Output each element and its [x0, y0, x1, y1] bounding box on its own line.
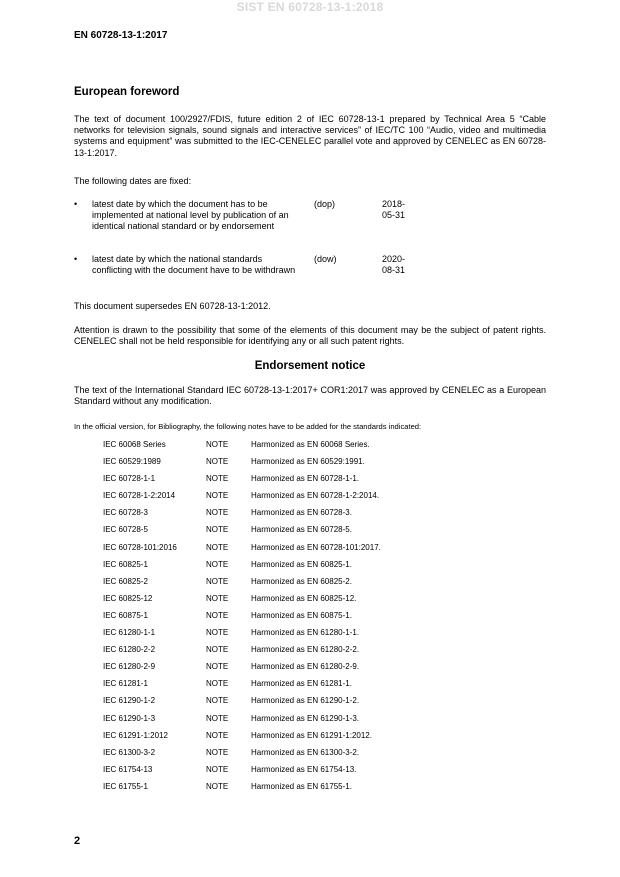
note-label: NOTE — [206, 713, 229, 723]
date-item-code: (dow) — [314, 254, 337, 264]
note-harmonized: Harmonized as EN 61280-1-1. — [251, 628, 360, 638]
date-item-date: 2020-08-31 — [382, 254, 406, 276]
note-harmonized: Harmonized as EN 61754-13. — [251, 764, 357, 774]
note-label: NOTE — [206, 781, 229, 791]
note-harmonized: Harmonized as EN 61281-1. — [251, 679, 352, 689]
note-harmonized: Harmonized as EN 60728-1-1. — [251, 474, 360, 484]
note-standard: IEC 60825-2 — [103, 576, 148, 586]
note-label: NOTE — [206, 730, 229, 740]
note-standard: IEC 61280-1-1 — [103, 628, 156, 638]
date-item-text: latest date by which the national standards conflicting with the document have to be withdrawn — [92, 254, 296, 276]
note-harmonized: Harmonized as EN 60875-1. — [251, 610, 352, 620]
note-harmonized: Harmonized as EN 61280-2-2. — [251, 645, 360, 655]
note-standard: IEC 61754-13 — [103, 764, 153, 774]
dates-intro: The following dates are fixed: — [74, 176, 192, 186]
note-standard: IEC 60728-3 — [103, 508, 148, 518]
note-harmonized: Harmonized as EN 61755-1. — [251, 781, 352, 791]
note-label: NOTE — [206, 440, 229, 449]
note-label: NOTE — [206, 508, 229, 518]
note-label: NOTE — [206, 679, 229, 689]
note-label: NOTE — [206, 747, 229, 757]
note-standard: IEC 61291-1:2012 — [103, 730, 168, 740]
note-standard: IEC 61281-1 — [103, 679, 148, 689]
note-standard: IEC 61280-2-2 — [103, 645, 156, 655]
note-standard: IEC 61280-2-9 — [103, 662, 156, 672]
note-standard: IEC 60825-1 — [103, 559, 148, 569]
note-standard: IEC 60728-5 — [103, 525, 148, 535]
endorsement-title: Endorsement notice — [254, 360, 366, 372]
note-harmonized: Harmonized as EN 60068 Series. — [251, 440, 370, 449]
note-label: NOTE — [206, 525, 229, 535]
note-label: NOTE — [206, 628, 229, 638]
note-harmonized: Harmonized as EN 60728-1-2:2014. — [251, 491, 380, 501]
note-standard: IEC 60728-1-2:2014 — [103, 491, 176, 501]
bibliography-intro: In the official version, for Bibliography, the following notes have to be added for the standards indicated: — [74, 422, 422, 431]
note-standard: IEC 60728-1-1 — [103, 474, 156, 484]
page-number: 2 — [74, 835, 81, 847]
bullet-icon: • — [74, 254, 78, 264]
note-label: NOTE — [206, 696, 229, 706]
note-harmonized: Harmonized as EN 60529:1991. — [251, 457, 365, 467]
note-label: NOTE — [206, 593, 229, 603]
endorsement-text: The text of the International Standard IEC 60728-13-1:2017+ COR1:2017 was approved by CENELEC as a European Standard without any modification. — [74, 385, 546, 407]
document-id: EN 60728-13-1:2017 — [74, 30, 168, 41]
note-label: NOTE — [206, 474, 229, 484]
note-standard: IEC 60529:1989 — [103, 457, 161, 467]
foreword-heading: European foreword — [74, 86, 180, 98]
note-standard: IEC 61290-1-2 — [103, 696, 156, 706]
watermark: SIST EN 60728-13-1:2018 — [236, 0, 384, 14]
note-harmonized: Harmonized as EN 61280-2-9. — [251, 662, 360, 672]
supersedes-text: This document supersedes EN 60728-13-1:2012. — [74, 301, 271, 311]
note-harmonized: Harmonized as EN 60825-1. — [251, 559, 352, 569]
note-harmonized: Harmonized as EN 60728-3. — [251, 508, 352, 518]
note-label: NOTE — [206, 610, 229, 620]
foreword-intro: The text of document 100/2927/FDIS, future edition 2 of IEC 60728-13-1 prepared by Technical Area 5 “Cable networks for television signals, sound signals and interactive services” of IEC/TC 100 “Audio, video and multimedia systems and equipment” was submitted to the IEC-CENELEC parallel vote and approved by CENELEC as EN 60728-13-1:2017. — [74, 114, 546, 158]
note-harmonized: Harmonized as EN 60728-101:2017. — [251, 542, 381, 552]
note-standard: IEC 60875-1 — [103, 610, 148, 620]
attention-text: Attention is drawn to the possibility that some of the elements of this document may be the subject of patent rights. CENELEC shall not be held responsible for identifying any or all such patent rights. — [74, 325, 546, 347]
note-harmonized: Harmonized as EN 60728-5. — [251, 525, 352, 535]
note-standard: IEC 60068 Series — [103, 440, 166, 449]
date-item-text: latest date by which the document has to be implemented at national level by publication of an identical national standard or by endorsement — [92, 199, 289, 232]
date-item-date: 2018-05-31 — [382, 199, 406, 221]
note-standard: IEC 60728-101:2016 — [103, 542, 177, 552]
note-label: NOTE — [206, 457, 229, 467]
note-harmonized: Harmonized as EN 61290-1-3. — [251, 713, 360, 723]
note-standard: IEC 61300-3-2 — [103, 747, 156, 757]
note-label: NOTE — [206, 764, 229, 774]
note-label: NOTE — [206, 662, 229, 672]
note-harmonized: Harmonized as EN 61300-3-2. — [251, 747, 360, 757]
date-item-code: (dop) — [314, 199, 336, 209]
note-harmonized: Harmonized as EN 60825-2. — [251, 576, 352, 586]
note-standard: IEC 60825-12 — [103, 593, 153, 603]
note-label: NOTE — [206, 559, 229, 569]
bullet-icon: • — [74, 199, 78, 209]
note-standard: IEC 61755-1 — [103, 781, 148, 791]
note-label: NOTE — [206, 542, 229, 552]
note-label: NOTE — [206, 491, 229, 501]
note-standard: IEC 61290-1-3 — [103, 713, 156, 723]
note-label: NOTE — [206, 645, 229, 655]
note-harmonized: Harmonized as EN 61291-1:2012. — [251, 730, 372, 740]
note-label: NOTE — [206, 576, 229, 586]
note-harmonized: Harmonized as EN 60825-12. — [251, 593, 357, 603]
note-harmonized: Harmonized as EN 61290-1-2. — [251, 696, 360, 706]
